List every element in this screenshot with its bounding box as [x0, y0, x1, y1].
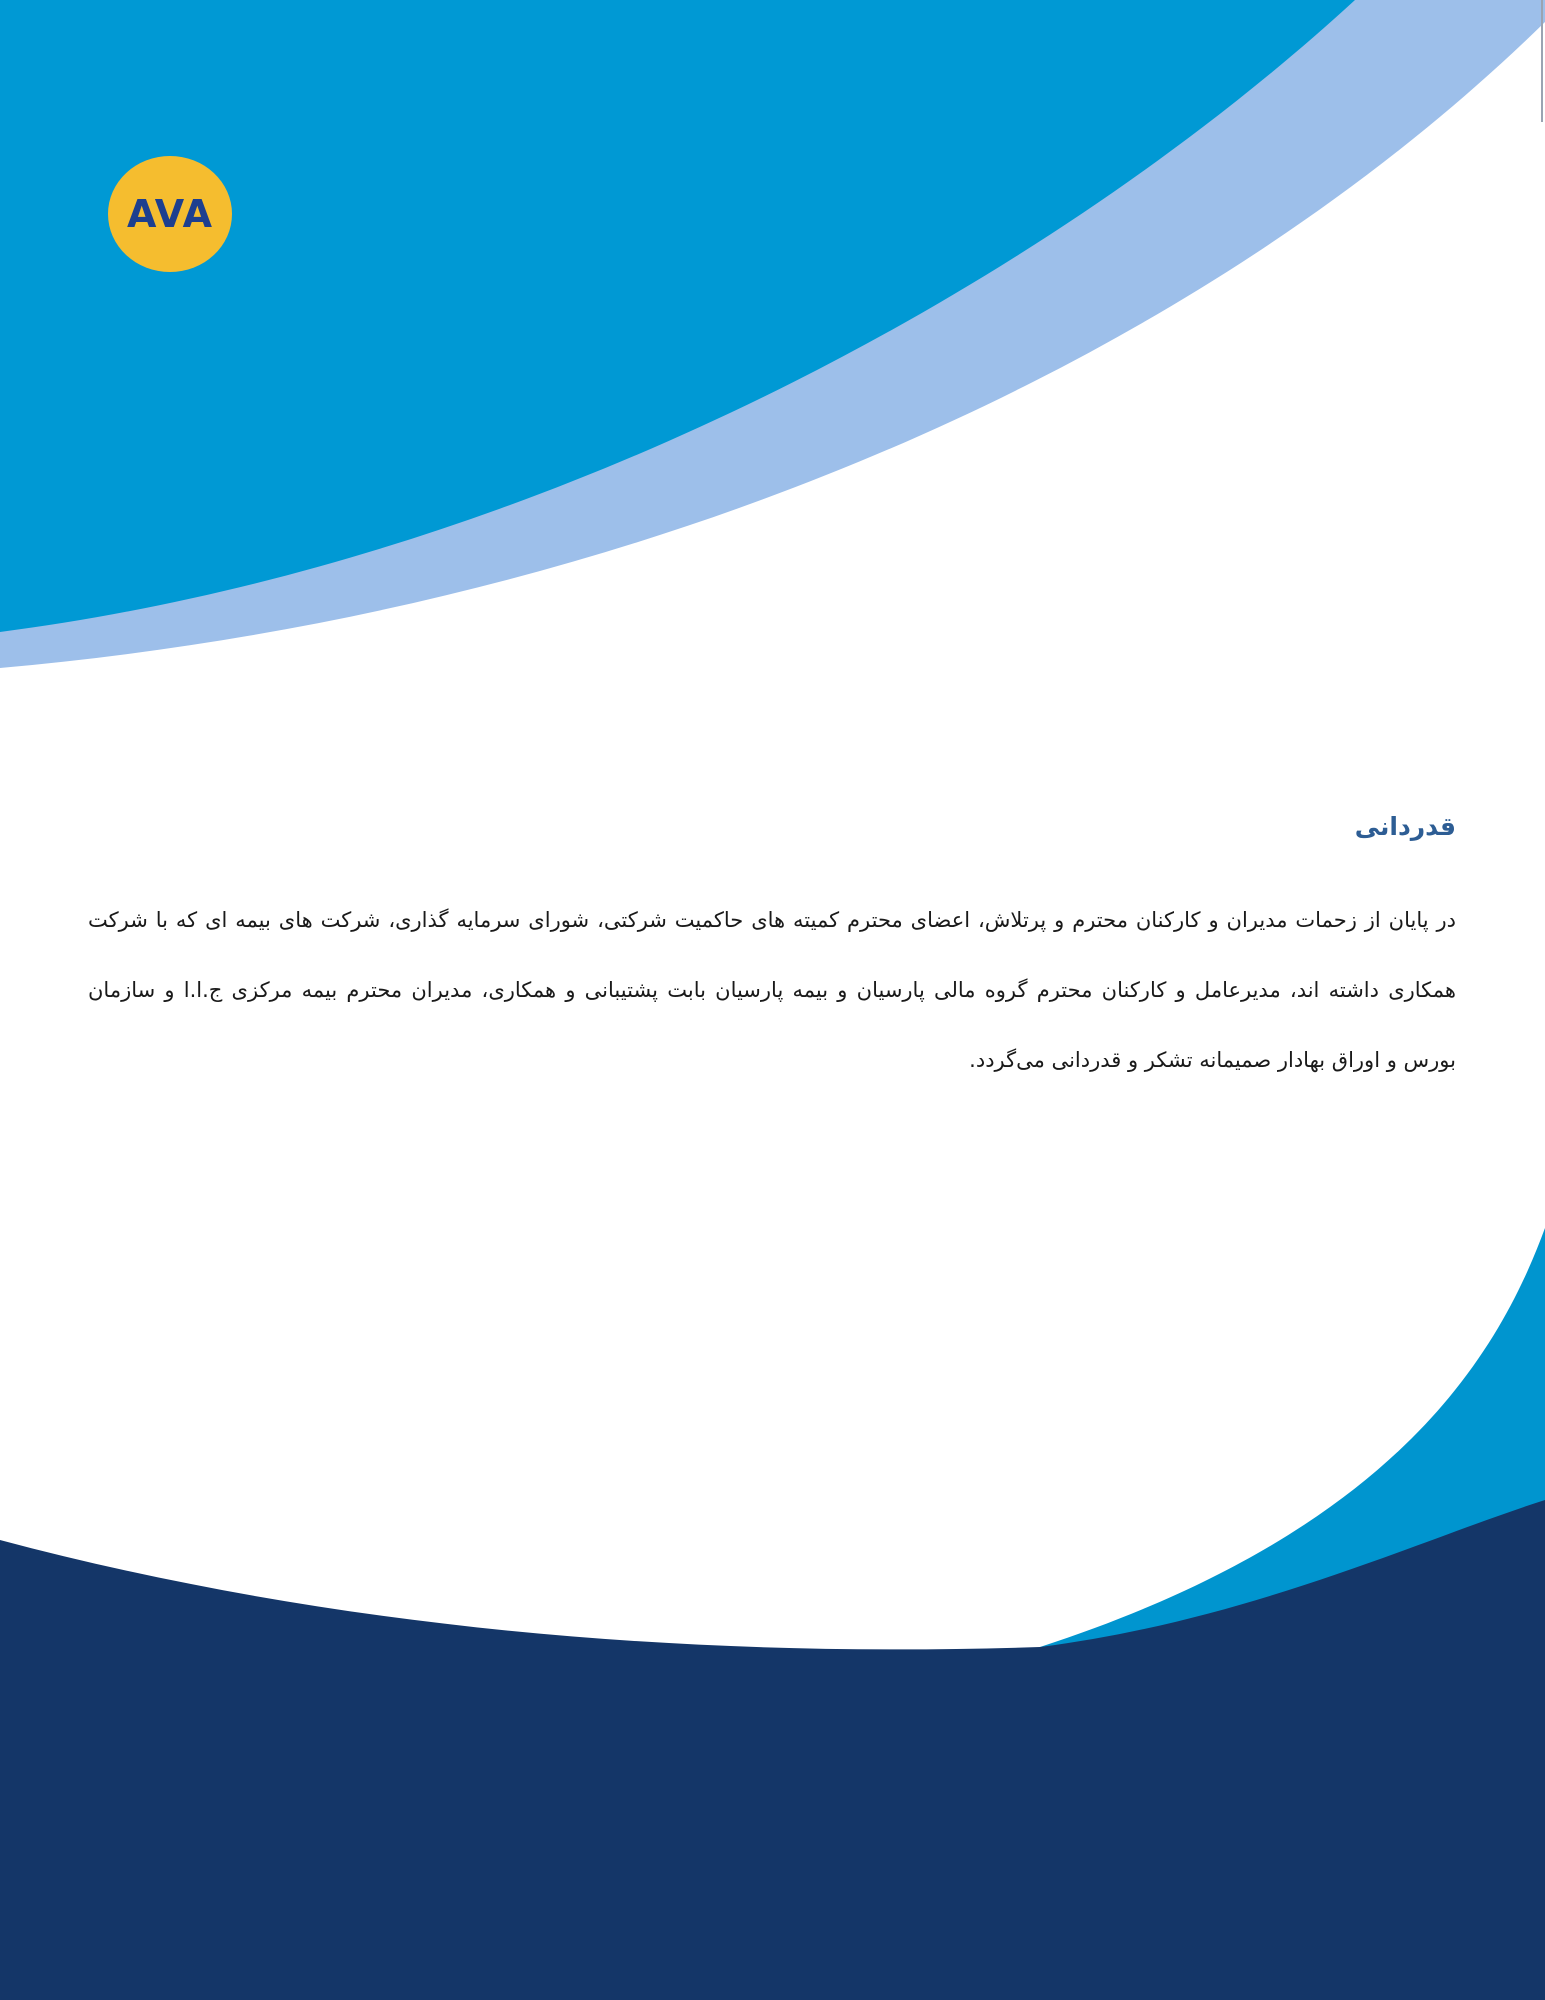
- bottom-wave-decoration: [0, 1200, 1545, 2000]
- ava-logo: [108, 156, 232, 272]
- top-wave-decoration: [0, 0, 1545, 700]
- section-title: قدردانی: [1354, 812, 1456, 841]
- logo-text: AVA: [126, 192, 214, 236]
- page-edge-line: [1541, 0, 1543, 122]
- acknowledgement-section: [88, 812, 1456, 1095]
- acknowledgement-paragraph: در پایان از زحمات مدیران و کارکنان محترم و پرتلاش، اعضای محترم کمیته های حاکمیت شرکتی، شورای سرمایه گذاری، شرکت های بیمه ای که با شرکت همکاری داشته اند، مدیرعامل و کارکنان محترم گروه مالی پارسیان و بیمه پارسیان بابت پشتیبانی و همکاری، مدیران محترم بیمه مرکزی ج.ا.ا و سازمان بورس و اوراق بهادار صمیمانه تشکر و قدردانی می‌گردد.: [88, 908, 1456, 1072]
